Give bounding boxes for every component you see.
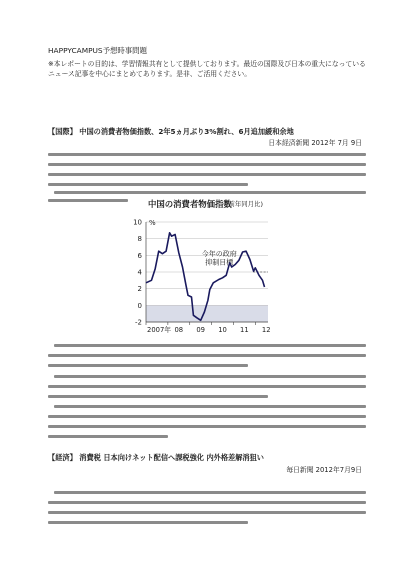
y-tick-label: 10 (133, 218, 142, 227)
y-tick-label: 0 (137, 301, 142, 310)
x-tick-label: 08 (174, 326, 184, 334)
section1-source: 日本経済新聞 2012年 7月 9日 (268, 139, 362, 147)
y-tick-label: -2 (135, 318, 142, 327)
doc-header: HAPPYCAMPUS予想時事問題 (48, 46, 147, 55)
unit-label: % (149, 219, 156, 227)
x-tick-label: 2007年 (147, 326, 172, 334)
section1-title: 【国際】 中国の消費者物価指数、2年5ヵ月ぶり3%割れ、6月追加緩和余地 (48, 127, 294, 136)
chart-subtitle: (前年同月比) (226, 200, 263, 208)
x-tick-label: 09 (196, 326, 205, 334)
y-tick-label: 6 (137, 251, 142, 260)
y-tick-label: 4 (137, 268, 142, 277)
annotation-line-1: 今年の政府 (201, 250, 237, 259)
x-tick-label: 10 (218, 326, 227, 334)
annotation-line-2: 抑制目標 (205, 258, 234, 267)
x-tick-label: 11 (240, 326, 249, 334)
y-tick-label: 2 (137, 285, 142, 294)
section2-source: 毎日新聞 2012年7月9日 (286, 466, 362, 474)
note-line-1: ※本レポートの目的は、学習情報共有として提供しております。最近の国際及び日本の重大になっている (48, 60, 366, 68)
note-line-2: ニュース記事を中心にまとめてあります。是非、ご活用ください。 (48, 70, 252, 78)
section2-title: 【経済】 消費税 日本向けネット配信へ課税強化 内外格差解消狙い (48, 453, 264, 462)
negative-band (146, 305, 268, 322)
y-tick-label: 8 (137, 235, 142, 244)
x-tick-label: 12 (261, 326, 271, 334)
chart-title: 中国の消費者物価指数 (148, 199, 232, 209)
